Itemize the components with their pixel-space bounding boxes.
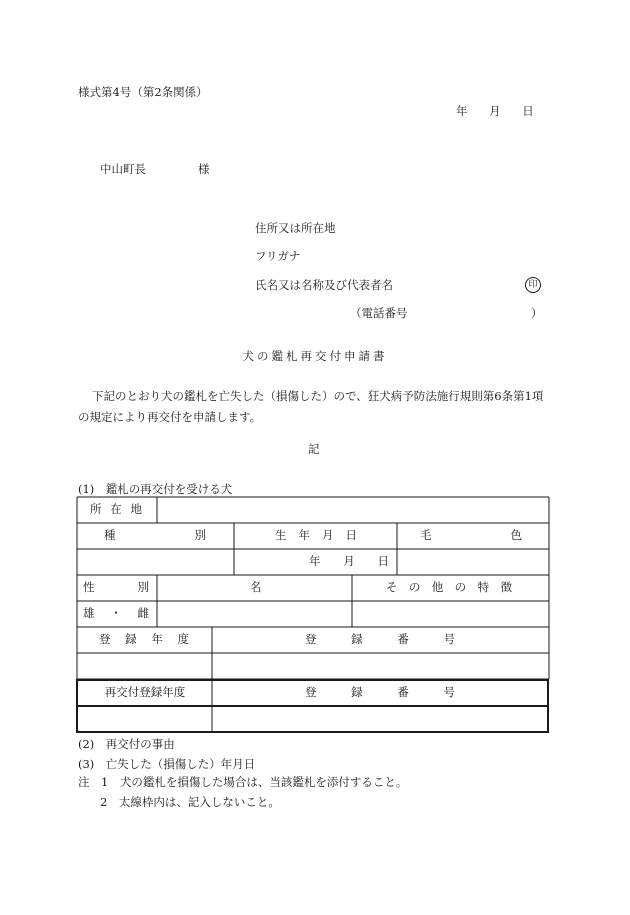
registration-number-label: 登 録 番 号 <box>305 632 455 647</box>
applicant-furigana-label: フリガナ <box>255 249 301 263</box>
applicant-name-label: 氏名又は名称及び代表者名 <box>255 278 393 292</box>
sex-label: 性 別 <box>83 580 149 595</box>
registration-year-label: 登 録 年 度 <box>99 632 189 647</box>
breed-label: 種 別 <box>104 528 206 543</box>
note-2: 2 太線枠内は、記入しないこと。 <box>100 795 280 809</box>
document-title: 犬の鑑札再交付申請書 <box>242 349 388 363</box>
dog-name-label: 名 <box>250 580 262 595</box>
location-label: 所 在 地 <box>90 502 142 517</box>
ki-heading: 記 <box>308 442 320 456</box>
note-1: 注 1 犬の鑑札を損傷した場合は、当該鑑札を添付すること。 <box>78 775 408 789</box>
applicant-address-label: 住所又は所在地 <box>255 221 336 235</box>
phone-label: （電話番号 <box>350 306 408 320</box>
addressee: 中山町長 <box>100 162 146 176</box>
birth-date-label: 生 年 月 日 <box>275 528 357 543</box>
date-line: 年 月 日 <box>456 104 534 118</box>
honorific: 様 <box>198 162 210 176</box>
other-features-label: そ の 他 の 特 徴 <box>386 580 512 595</box>
sex-options: 雄 ・ 雌 <box>83 606 149 621</box>
phone-close: ） <box>531 306 543 320</box>
body-text: 下記のとおり犬の鑑札を亡失した（損傷した）ので、狂犬病予防法施行規則第6条第1項の規定により再交付を申請します。 <box>78 389 544 424</box>
section1-heading: (1) 鑑札の再交付を受ける犬 <box>78 482 233 496</box>
reissue-registration-number-label: 登 録 番 号 <box>305 685 455 700</box>
seal-mark: 印 <box>525 277 541 293</box>
birth-date-ymd: 年 月 日 <box>309 554 389 569</box>
reissue-registration-year-label: 再交付登録年度 <box>104 685 186 700</box>
coat-color-label: 毛 色 <box>420 528 522 543</box>
section2-reason: (2) 再交付の事由 <box>78 737 175 751</box>
form-number: 様式第4号（第2条関係） <box>78 85 208 99</box>
section3-loss-date: (3) 亡失した（損傷した）年月日 <box>78 757 256 771</box>
